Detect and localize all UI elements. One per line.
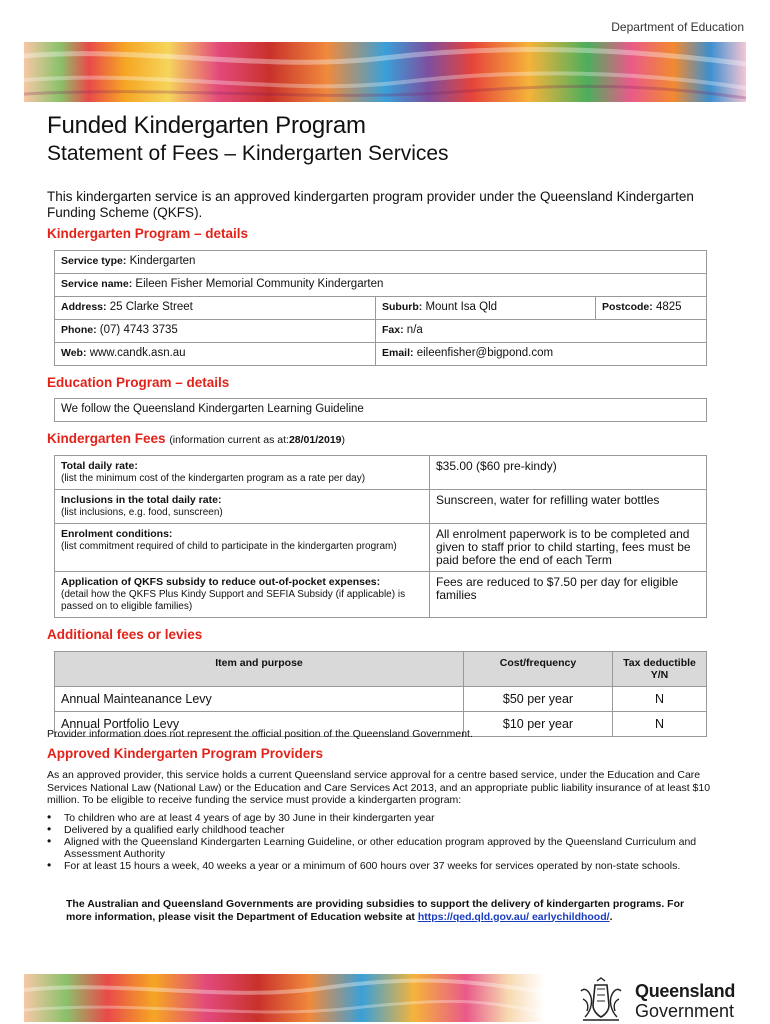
list-item	[47, 824, 707, 836]
bullet-icon: •	[47, 858, 52, 872]
fees-table	[54, 455, 707, 618]
logo-text-queensland: Queensland	[635, 981, 736, 1001]
web-label: Web:	[61, 347, 87, 359]
fee-row-hint: (list commitment required of child to participate in the kindergarten program)	[61, 541, 397, 552]
rainbow-banner-top	[24, 42, 746, 102]
column-header: Item and purpose	[55, 652, 464, 687]
fee-row-value: Sunscreen, water for refilling water bottles	[430, 490, 707, 524]
list-item	[47, 812, 707, 824]
subsidy-information	[66, 898, 686, 923]
eligibility-list	[47, 812, 707, 872]
fax-value: n/a	[406, 324, 423, 336]
program-details-heading: Kindergarten Program – details	[47, 226, 249, 241]
postcode-label: Postcode:	[602, 301, 653, 313]
list-item	[47, 860, 707, 872]
list-item	[47, 836, 707, 860]
service-type-label: Service type:	[61, 255, 127, 267]
fee-row-hint: (detail how the QKFS Plus Kindy Support and SEFIA Subsidy (if applicable) is passed on to eligible families)	[61, 589, 406, 612]
levy-item: Annual Mainteanance Levy	[55, 687, 464, 712]
table-row	[55, 343, 707, 366]
phone-label: Phone:	[61, 324, 97, 336]
service-name-value: Eileen Fisher Memorial Community Kindergarten	[135, 278, 384, 290]
list-item-text: For at least 15 hours a week, 40 weeks a year or a minimum of 600 hours over 37 weeks for services operated by non-state schools.	[64, 860, 681, 872]
bullet-icon: •	[47, 822, 52, 836]
column-header: Cost/frequency	[464, 652, 613, 687]
subsidy-text: The Australian and Queensland Governments are providing subsidies to support the delivery of kindergarten programs. For more information, please visit the Department of Education website at	[66, 898, 685, 923]
levy-item: Annual Portfolio Levy	[55, 712, 464, 737]
table-row	[55, 297, 707, 320]
rainbow-banner-bottom	[24, 974, 544, 1022]
fee-row-value: $35.00 ($60 pre-kindy)	[430, 456, 707, 490]
table-row	[55, 572, 707, 618]
suburb-value: Mount Isa Qld	[425, 301, 498, 313]
coat-of-arms-icon	[575, 977, 627, 1023]
fees-note-suffix: )	[341, 434, 346, 446]
fee-row-hint: (list inclusions, e.g. food, sunscreen)	[61, 507, 223, 518]
fee-row-hint: (list the minimum cost of the kindergarten program as a rate per day)	[61, 473, 366, 484]
suburb-label: Suburb:	[382, 301, 423, 313]
department-name: Department of Education	[611, 20, 744, 34]
fees-date-note	[169, 434, 345, 446]
column-header: Tax deductible Y/N	[613, 652, 707, 687]
early-childhood-link[interactable]: https://qed.qld.gov.au/ earlychildhood/	[417, 910, 610, 923]
additional-fees-table	[54, 651, 707, 737]
fee-row-value: Fees are reduced to $7.50 per day for eligible families	[430, 572, 707, 618]
intro-text: This kindergarten service is an approved kindergarten program provider under the Queensland Kindergarten Funding Scheme (QKFS).	[47, 189, 694, 220]
table-header-row	[55, 652, 707, 687]
approved-providers-heading: Approved Kindergarten Program Providers	[47, 746, 324, 761]
fees-heading	[47, 431, 345, 446]
levy-tax-deductible: N	[613, 687, 707, 712]
queensland-government-logo	[575, 975, 755, 1023]
table-row	[55, 687, 707, 712]
fee-row-label: Inclusions in the total daily rate:	[61, 494, 222, 506]
table-row	[55, 490, 707, 524]
page-title: Funded Kindergarten Program	[47, 112, 366, 139]
bullet-icon: •	[47, 834, 52, 848]
web-value: www.candk.asn.au	[89, 347, 186, 359]
page-subtitle: Statement of Fees – Kindergarten Services	[47, 142, 449, 165]
fee-row-value: All enrolment paperwork is to be completed and given to staff prior to child starting, fees must be paid before the end of each Term	[430, 524, 707, 572]
table-row	[55, 251, 707, 274]
additional-fees-heading: Additional fees or levies	[47, 627, 203, 642]
service-name-label: Service name:	[61, 278, 133, 290]
list-item-text: Aligned with the Queensland Kindergarten Learning Guideline, or other education program approved by the Queensland Curriculum and Assessment Authority	[64, 836, 697, 860]
fees-note-prefix: (information current as at:	[169, 434, 289, 446]
email-label: Email:	[382, 347, 414, 359]
fees-note-date: 28/01/2019	[288, 434, 342, 446]
levy-cost: $10 per year	[464, 712, 613, 737]
fee-row-label: Total daily rate:	[61, 460, 138, 472]
provider-disclaimer: Provider information does not represent the official position of the Queensland Government.	[47, 728, 473, 740]
bullet-icon: •	[47, 810, 52, 824]
fax-label: Fax:	[382, 324, 404, 336]
table-row	[55, 456, 707, 490]
postcode-value: 4825	[655, 301, 682, 313]
levy-cost: $50 per year	[464, 687, 613, 712]
table-row	[55, 399, 707, 422]
education-program-text: We follow the Queensland Kindergarten Learning Guideline	[55, 399, 707, 422]
subsidy-text-end: .	[609, 910, 613, 923]
approved-providers-paragraph: As an approved provider, this service holds a current Queensland service approval for a centre based service, under the Education and Care Services National Law (National Law) or the Education and Care Services Act 2013, and an appropriate public liability insurance of at least $10 million. To be eligible to receive funding the service must provide a kindergarten program:	[47, 769, 711, 806]
list-item-text: Delivered by a qualified early childhood teacher	[64, 824, 285, 836]
table-row	[55, 274, 707, 297]
fee-row-label: Application of QKFS subsidy to reduce out-of-pocket expenses:	[61, 576, 381, 588]
address-value: 25 Clarke Street	[109, 301, 193, 313]
program-details-table	[54, 250, 707, 366]
table-row	[55, 320, 707, 343]
fee-row-label: Enrolment conditions:	[61, 528, 173, 540]
fees-heading-text: Kindergarten Fees	[47, 431, 166, 446]
service-type-value: Kindergarten	[129, 255, 196, 267]
logo-text-government: Government	[635, 1001, 735, 1021]
address-label: Address:	[61, 301, 107, 313]
education-details-heading: Education Program – details	[47, 375, 230, 390]
phone-value: (07) 4743 3735	[99, 324, 178, 336]
list-item-text: To children who are at least 4 years of age by 30 June in their kindergarten year	[64, 812, 435, 824]
table-row	[55, 524, 707, 572]
education-details-table	[54, 398, 707, 422]
levy-tax-deductible: N	[613, 712, 707, 737]
email-value: eileenfisher@bigpond.com	[416, 347, 554, 359]
